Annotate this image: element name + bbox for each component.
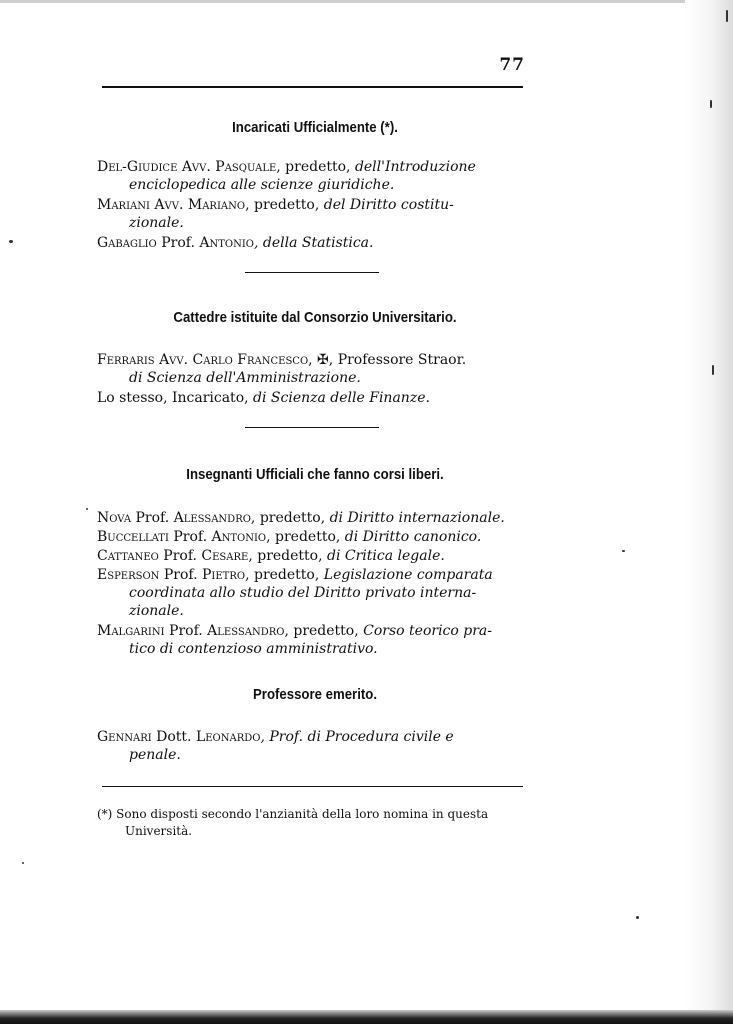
entry-buccellati: Buccellati Prof. Antonio, predetto, di Diritto canonico. bbox=[97, 529, 482, 545]
scan-speck bbox=[726, 10, 728, 22]
scan-top-edge bbox=[0, 0, 733, 3]
footnote: (*) Sono disposti secondo l'anzianità della loro nomina in questa Università. bbox=[97, 807, 489, 838]
entry-malgarini: Malgarini Prof. Alessandro, predetto, Corso teorico pra- tico di contenzioso amministrativo. bbox=[97, 623, 492, 657]
person-name: Mariani Avv. Mariano bbox=[97, 197, 246, 213]
scan-speck bbox=[636, 916, 639, 919]
entry-gennari: Gennari Dott. Leonardo, Prof. di Procedura civile e penale. bbox=[97, 729, 454, 763]
entry-del-giudice: Del-Giudice Avv. Pasquale, predetto, dell'Introduzione enciclopedica alle scienze giuridiche. bbox=[97, 159, 476, 193]
footnote-rule bbox=[102, 786, 523, 787]
scan-bottom-edge bbox=[0, 1010, 733, 1024]
scan-right-edge bbox=[685, 0, 733, 1024]
scan-speck bbox=[86, 508, 88, 510]
person-name: Del-Giudice Avv. Pasquale bbox=[97, 159, 277, 175]
section-divider bbox=[245, 272, 379, 273]
scan-speck bbox=[712, 365, 714, 375]
scan-speck bbox=[622, 550, 625, 552]
scan-speck bbox=[22, 862, 24, 864]
entry-ferraris: Ferraris Avv. Carlo Francesco, ✠, Professore Straor. di Scienza dell'Amministrazione. bbox=[97, 352, 467, 386]
entry-nova: Nova Prof. Alessandro, predetto, di Diritto internazionale. bbox=[97, 510, 505, 526]
header-rule bbox=[102, 86, 523, 88]
entry-lo-stesso: Lo stesso, Incaricato, di Scienza delle Finanze. bbox=[97, 390, 430, 406]
heading-incaricati: Incaricati Ufficialmente (*). bbox=[232, 119, 398, 136]
entry-esperson: Esperson Prof. Pietro, predetto, Legislazione comparata coordinata allo studio del Diritto privato interna- zionale. bbox=[97, 567, 493, 619]
entry-cattaneo: Cattaneo Prof. Cesare, predetto, di Critica legale. bbox=[97, 548, 445, 564]
entry-gabaglio: Gabaglio Prof. Antonio, della Statistica. bbox=[97, 235, 374, 251]
section-divider bbox=[245, 427, 379, 428]
scan-speck bbox=[9, 240, 13, 243]
heading-consorzio: Cattedre istituite dal Consorzio Universitario. bbox=[173, 309, 457, 326]
entry-mariani: Mariani Avv. Mariano, predetto, del Diritto costitu- zionale. bbox=[97, 197, 454, 231]
scan-speck bbox=[710, 100, 712, 108]
page-number: 77 bbox=[499, 55, 525, 75]
heading-emerito: Professore emerito. bbox=[253, 686, 377, 703]
heading-liberi: Insegnanti Ufficiali che fanno corsi liberi. bbox=[186, 466, 444, 483]
